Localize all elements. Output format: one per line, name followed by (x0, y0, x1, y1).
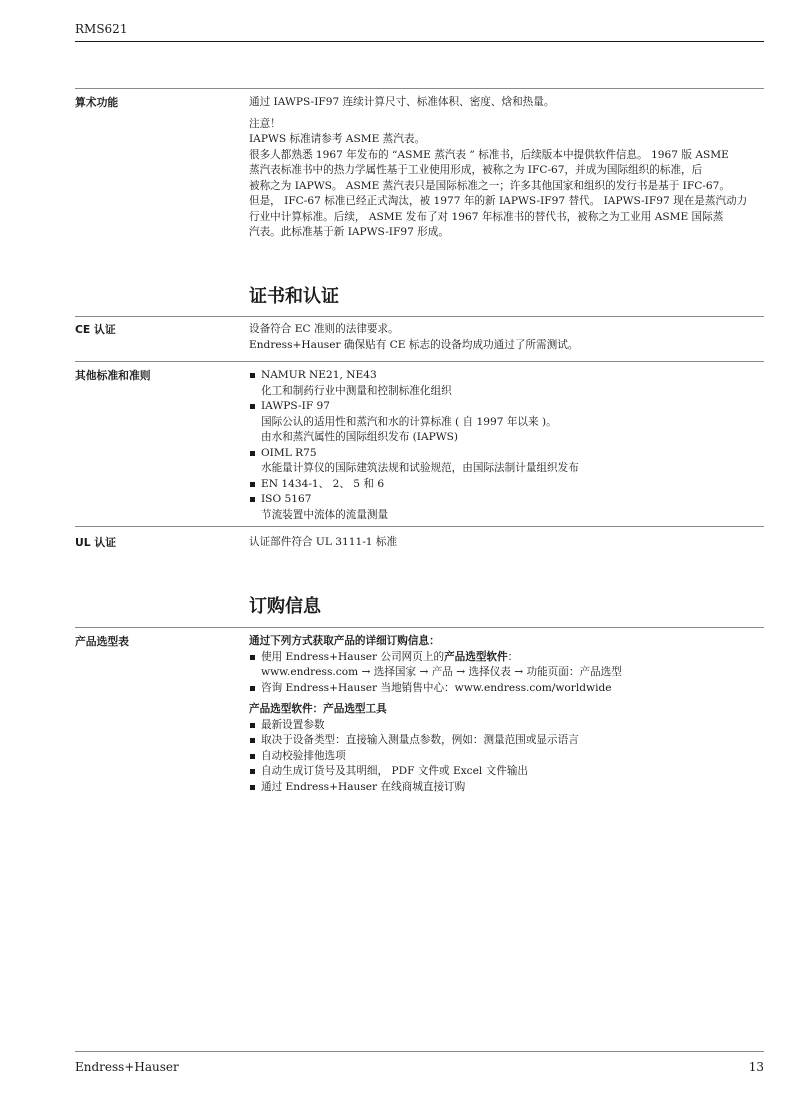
product-item (249, 650, 764, 666)
tool-item (249, 780, 764, 796)
standard-title: NAMUR NE21, NE43 (261, 369, 377, 381)
ul-content (249, 535, 764, 551)
other-standards-label: 其他标准和准则 (75, 369, 151, 382)
order-section-title: 订购信息 (249, 596, 321, 617)
cert-section-title: 证书和认证 (249, 286, 339, 307)
product-configurator-term: 产品选型软件 (444, 650, 508, 663)
note-line: IAPWS 标准请参考 ASME 蒸汽表。 (249, 133, 426, 145)
tool-item (249, 764, 764, 780)
page-number: 13 (748, 1060, 764, 1074)
ul-label: UL 认证 (75, 536, 116, 549)
ce-line: Endress+Hauser 确保贴有 CE 标志的设备均成功通过了所需测试。 (249, 338, 579, 351)
section-divider (75, 361, 764, 362)
note-line: 但是， IFC-67 标准已经正式淘汰，被 1977 年的新 IAPWS-IF97 替代。 IAPWS-IF97 现在是蒸汽动力 (249, 195, 748, 207)
standard-item (249, 399, 764, 415)
ul-line: 认证部件符合 UL 3111-1 标准 (249, 536, 398, 548)
standard-desc: 水能量计算仪的国际建筑法规和试验规范，由国际法制计量组织发布 (261, 462, 579, 474)
standard-desc: 化工和制药行业中测量和控制标准化组织 (261, 384, 452, 397)
standard-title: OIML R75 (261, 446, 317, 459)
standard-item (249, 477, 764, 493)
standard-desc: 节流装置中流体的流量测量 (261, 508, 389, 521)
header-divider (75, 41, 764, 42)
product-item-text: 咨询 Endress+Hauser 当地销售中心：www.endress.com/worldwide (261, 681, 612, 694)
math-label: 算术功能 (75, 96, 119, 109)
standard-title: IAWPS-IF 97 (261, 400, 331, 412)
section-divider (75, 316, 764, 317)
standard-title: EN 1434-1、 2、 5 和 6 (261, 477, 385, 490)
note-line: 被称之为 IAPWS。 ASME 蒸汽表只是国际标准之一；许多其他国家和组织的发行书是基于 IFC-67。 (249, 179, 730, 192)
note-line: 很多人都熟悉 1967 年发布的 “ASME 蒸汽表 ” 标准书，后续版本中提供软件信息。 1967 版 ASME (249, 148, 729, 161)
product-item-text: 使用 Endress+Hauser 公司网页上的 (261, 650, 445, 663)
standard-item (249, 446, 764, 462)
note-line: 蒸汽表标准书中的热力学属性基于工业使用形成，被称之为 IFC-67，并成为国际组织的标准，后 (249, 164, 703, 176)
ce-label: CE 认证 (75, 323, 116, 336)
note-title: 注意！ (249, 117, 281, 130)
tool-item-text: 最新设置参数 (261, 718, 325, 731)
standard-desc: 国际公认的适用性和蒸汽和水的计算标准 ( 自 1997 年以来 )。 (261, 415, 557, 428)
standard-title: ISO 5167 (261, 493, 312, 505)
product-item-text: ： (507, 650, 519, 663)
standard-item (249, 492, 764, 508)
other-standards-content (249, 368, 764, 523)
ce-content (249, 322, 764, 353)
tool-item-text: 自动校验排他选项 (261, 749, 346, 762)
tool-item-text: 取决于设备类型：直接输入测量点参数，例如：测量范围或显示语言 (261, 734, 579, 746)
section-divider (75, 627, 764, 628)
product-intro: 通过下列方式获取产品的详细订购信息： (249, 635, 440, 647)
product-label: 产品选型表 (75, 635, 129, 648)
product-item (249, 681, 764, 697)
footer-divider (75, 1051, 764, 1052)
footer-company: Endress+Hauser (75, 1060, 179, 1074)
document-code: RMS621 (75, 22, 128, 36)
note-line: 行业中计算标准。后续， ASME 发布了对 1967 年标准书的替代书，被称之为工业用 ASME 国际蒸 (249, 210, 724, 223)
product-path: www.endress.com → 选择国家 → 产品 → 选择仪表 → 功能页面：产品选型 (261, 666, 622, 678)
section-divider (75, 88, 764, 89)
math-description: 通过 IAWPS-IF97 连续计算尺寸、标准体积、密度、焓和热量。 (249, 96, 555, 108)
tool-item-text: 通过 Endress+Hauser 在线商城直接订购 (261, 780, 466, 793)
math-content (249, 95, 764, 241)
product-content (249, 634, 764, 795)
standard-desc: 由水和蒸汽属性的国际组织发布 (IAPWS) (261, 431, 459, 443)
section-divider (75, 526, 764, 527)
tool-item-text: 自动生成订货号及其明细， PDF 文件或 Excel 文件输出 (261, 765, 529, 777)
tool-item (249, 733, 764, 749)
tool-item (249, 749, 764, 765)
ce-line: 设备符合 EC 准则的法律要求。 (249, 323, 399, 335)
note-line: 汽表。此标准基于新 IAPWS-IF97 形成。 (249, 226, 449, 238)
standard-item (249, 368, 764, 384)
tool-title: 产品选型软件：产品选型工具 (249, 703, 387, 715)
tool-item (249, 718, 764, 734)
